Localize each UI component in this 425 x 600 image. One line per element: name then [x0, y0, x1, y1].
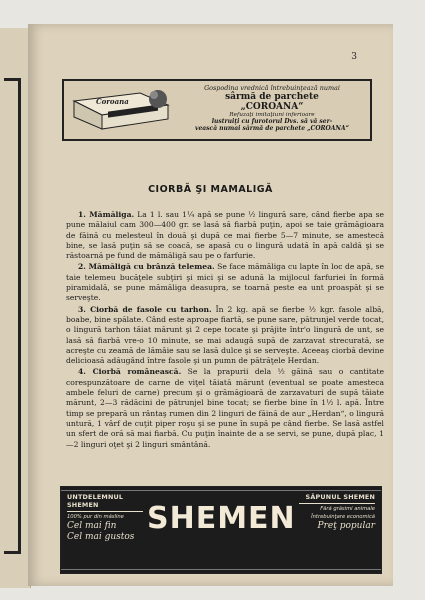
- recipe-body: La 1 l. sau 1¼ apă se pune ½ lingură sare, când fierbe apa se pune mălaiul cam 300—400 gr. se lasă să fiarbă puţin, apoi se taie grămăgioara de făină cu melesteul în două şi după ce mai fierbe 5—7 minute, se amestecă bine, se lasă puţin să se coacă, se apasă cu o lingură udată în apă caldă şi se răstoarnă pe fund de mămăligă sau pe o farfurie.: [66, 210, 384, 261]
- ad-line-1: Gospodina vrednică întrebuinţează numai: [204, 84, 340, 92]
- wire-box-illustration: [70, 87, 172, 131]
- recipe-heading: 3. Ciorbă de fasole cu tarhon.: [78, 304, 212, 314]
- ad-line-5: lustruiţi cu furotorul Dvs. să vă ser-: [211, 118, 333, 125]
- brand-logo: SHEMEN: [147, 501, 296, 536]
- ad-line-6: veascǎ numai sârmă de parchete „COROANA“: [194, 125, 350, 132]
- recipe-paragraph: [66, 367, 384, 449]
- ad-border-line: [61, 490, 381, 491]
- soap-slogan: Preţ popular: [317, 521, 375, 531]
- recipe-paragraph: [66, 305, 384, 367]
- left-page-frame: [4, 78, 21, 554]
- recipe-text: [66, 210, 384, 451]
- page-number: 3: [351, 52, 357, 62]
- coroana-advertisement: [62, 79, 372, 141]
- oil-subtitle: 100% pur din măsline: [67, 514, 124, 520]
- recipe-paragraph: [66, 210, 384, 261]
- ad-border-line: [61, 569, 381, 570]
- shemen-advertisement: [60, 486, 382, 574]
- ad-right-column: [299, 493, 375, 531]
- ad-line-3: „COROANA“: [240, 102, 304, 112]
- recipe-body: Se face mămăliga cu lapte în loc de apă, se taie telemeu bucăţele subţiri şi mici şi se adună la mijlocul farfuriei în formă piramidală, se pune mămăliga deasupra, se toarnă peste ea unt proaspăt şi se serveşte.: [66, 262, 384, 303]
- recipe-heading: 1. Mămăliga.: [78, 210, 135, 219]
- soap-heading: SĂPUNUL SHEMEN: [299, 493, 375, 504]
- ad-line-2: sârmă de parchete: [225, 92, 319, 102]
- box-brand-text: Coroana: [96, 97, 129, 106]
- recipe-heading: 2. Mămăligă cu brânză telemea.: [78, 262, 215, 272]
- oil-heading: UNTDELEMNUL SHEMEN: [67, 493, 143, 512]
- book-page: [28, 24, 393, 586]
- left-page-edge: [0, 28, 31, 588]
- recipe-heading: 4. Ciorbă românească.: [78, 367, 182, 377]
- page-title: CIORBĂ ŞI MAMALIGĂ: [148, 184, 273, 195]
- soap-feature-2: Întrebuinţare economică: [311, 514, 375, 520]
- oil-slogan-2: Cel mai gustos: [67, 532, 135, 542]
- soap-feature-1: Fără grăsimi animale: [320, 506, 375, 512]
- recipe-paragraph: [66, 262, 384, 303]
- ad-line-4: Refuzaţi imitaţiuni inferioare: [229, 112, 315, 118]
- ad-left-column: [67, 493, 143, 542]
- recipe-body: Se la prapurii dela ½ găină sau o cantitate corespunzătoare de carne de viţel tăiată mărunt (eventual se poate amesteca ambele feluri de carne) precum şi o grămăgioară de zarzavaturi de supă tăiate mărunt, 2—3 rădăcini de pătrunjel bine tocat; se fierbe bine în 1½ l. apă. Între timp se prepară un rântaş rumen din 2 linguri de făină de aur „Herdan“, o lingură untură, 1 vârf de cuţit piper roşu şi se pune în supă pe când fierbe. Se lasă astfel un sfert de oră să mai fiarbă. Cu puţin înainte de a se servi, se pune, după plac, 1—2 linguri oţet şi 2 linguri smântână.: [66, 367, 384, 449]
- oil-slogan-1: Cel mai fin: [67, 521, 117, 531]
- recipe-body: În 2 kg. apă se fierbe ½ kgr. fasole albă, boabe, bine spălate. Când este aproape fiartă, se pune sare, pătrunjel verde tocat, o lingură tarhon tăiat mărunt şi 2 cepe tocate şi prăjite într'o lingură de unt, se lasă să fiarbă vre-o 10 minute, se mai adaugă supă de zarzavat strecurată, se acreşte cu zeamă de lămâie sau se lasă dulce şi se serveşte. Aceeaş ciorbă devine delicioasă adăugând între fasole şi un pumn de pătrăţele Herdan.: [66, 304, 384, 366]
